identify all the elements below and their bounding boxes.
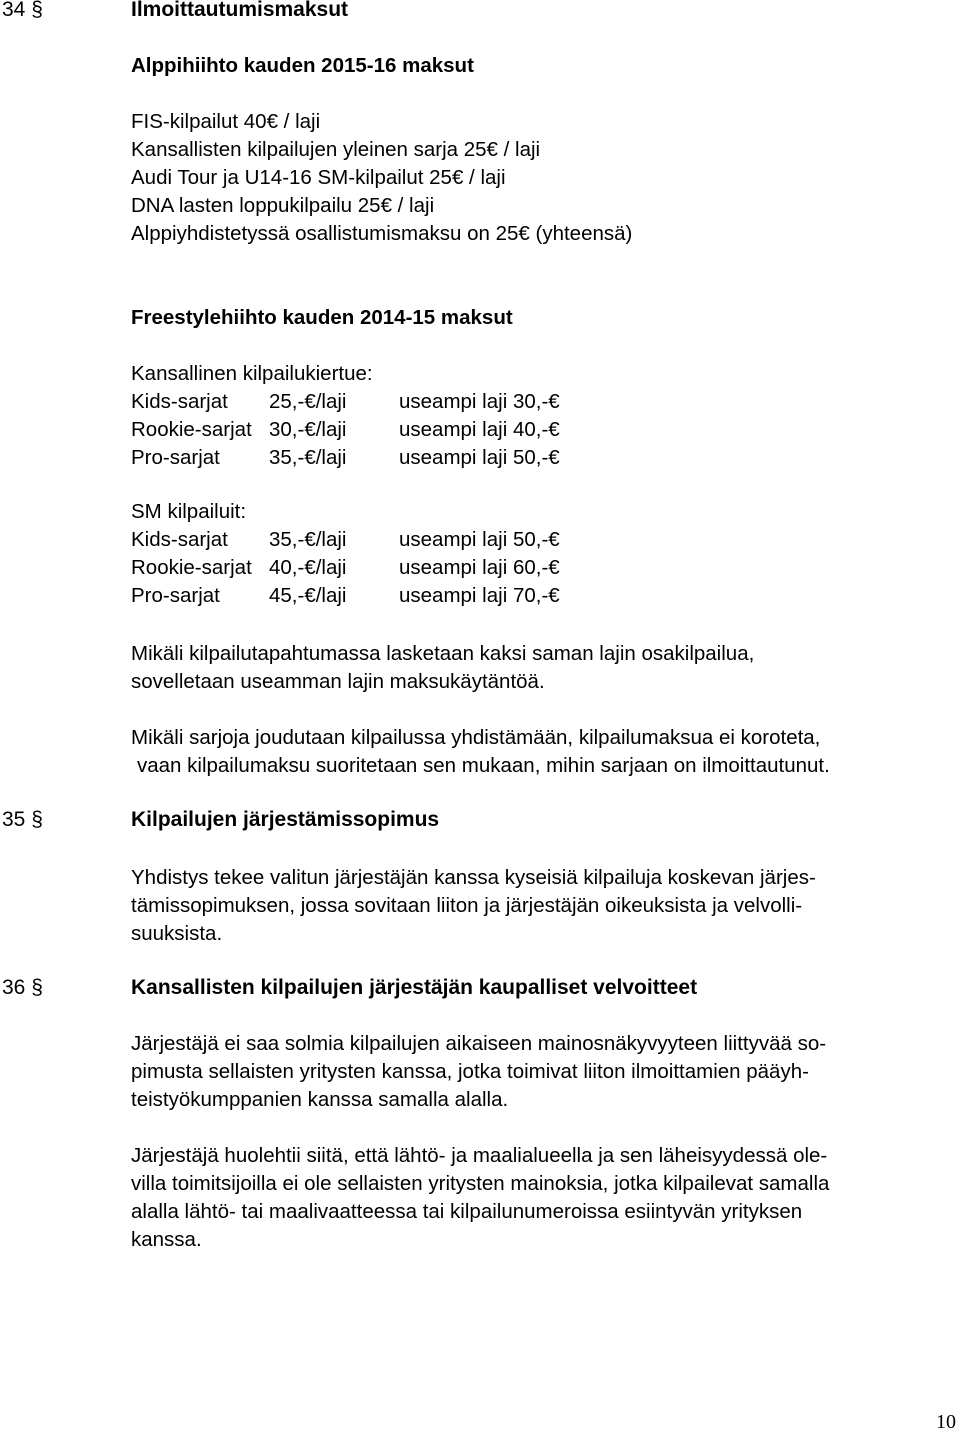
national-tour-fees [131,360,960,472]
freestyle-heading: Freestylehiihto kauden 2014-15 maksut [131,306,513,329]
fee-amount: 25,-€/laji [269,390,347,413]
fee-amount: 35,-€/laji [269,446,347,469]
paragraph-line: Mikäli kilpailutapahtumassa lasketaan kaksi saman lajin osakilpailua, [131,642,755,665]
fee-series: Rookie-sarjat [131,556,252,579]
section-36-title: Kansallisten kilpailujen järjestäjän kaupalliset velvoitteet [131,976,698,999]
fee-amount: 30,-€/laji [269,418,347,441]
fee-multi: useampi laji 30,-€ [399,390,560,413]
page-number: 10 [936,1411,956,1433]
section-36-number: 36 § [2,976,43,999]
fee-row [131,444,960,472]
multi-event-note [131,640,960,696]
section-36-paragraph-2 [131,1142,960,1254]
fee-amount: 40,-€/laji [269,556,347,579]
alpine-fee-line: FIS-kilpailut 40€ / laji [131,110,321,133]
fee-row [131,526,960,554]
sm-label: SM kilpailuit: [131,500,247,523]
paragraph-line: Järjestäjä ei saa solmia kilpailujen aikaiseen mainosnäkyvyyteen liittyvää so- [131,1032,827,1055]
alpine-fee-line: Alppiyhdistetyssä osallistumismaksu on 25€ (yhteensä) [131,222,633,245]
section-34-number: 34 § [2,0,43,21]
alpine-fee-line: Kansallisten kilpailujen yleinen sarja 25€ / laji [131,138,541,161]
section-36-paragraph-1 [131,1030,960,1114]
paragraph-line: Mikäli sarjoja joudutaan kilpailussa yhdistämään, kilpailumaksua ei koroteta, [131,726,821,749]
paragraph-line: pimusta sellaisten yritysten kanssa, jotka toimivat liiton ilmoittamien pääyh- [131,1060,809,1083]
fee-row [131,416,960,444]
paragraph-line: kanssa. [131,1228,202,1251]
paragraph-line: tämissopimuksen, jossa sovitaan liiton ja järjestäjän oikeuksista ja velvolli- [131,894,803,917]
fee-multi: useampi laji 50,-€ [399,446,560,469]
paragraph-line: vaan kilpailumaksu suoritetaan sen mukaan, mihin sarjaan on ilmoittautunut. [137,754,830,777]
fee-series: Pro-sarjat [131,584,220,607]
fee-row [131,554,960,582]
fee-multi: useampi laji 70,-€ [399,584,560,607]
paragraph-line: Järjestäjä huolehtii siitä, että lähtö- ja maalialueella ja sen läheisyydessä ole- [131,1144,828,1167]
alpine-heading: Alppihiihto kauden 2015-16 maksut [131,54,474,77]
fee-multi: useampi laji 40,-€ [399,418,560,441]
paragraph-line: villa toimitsijoilla ei ole sellaisten yritysten mainoksia, jotka kilpailevat samalla [131,1172,830,1195]
sm-fees [131,498,960,610]
alpine-fees-block [131,52,960,80]
fee-row [131,388,960,416]
fee-series: Pro-sarjat [131,446,220,469]
paragraph-line: teistyökumppanien kanssa samalla alalla. [131,1088,509,1111]
fee-series: Rookie-sarjat [131,418,252,441]
paragraph-line: sovelletaan useamman lajin maksukäytäntöä. [131,670,545,693]
paragraph-line: suuksista. [131,922,223,945]
alpine-fee-line: Audi Tour ja U14-16 SM-kilpailut 25€ / laji [131,166,506,189]
fee-amount: 35,-€/laji [269,528,347,551]
alpine-fees-list [131,108,960,248]
section-35-number: 35 § [2,808,43,831]
fee-row [131,582,960,610]
fee-multi: useampi laji 60,-€ [399,556,560,579]
freestyle-heading-block [131,304,960,332]
section-34-title: Ilmoittautumismaksut [131,0,349,21]
national-tour-label: Kansallinen kilpailukiertue: [131,362,373,385]
merged-series-note [131,724,960,780]
paragraph-line: Yhdistys tekee valitun järjestäjän kanssa kyseisiä kilpailuja koskevan järjes- [131,866,816,889]
section-35-title: Kilpailujen järjestämissopimus [131,808,440,831]
fee-amount: 45,-€/laji [269,584,347,607]
fee-series: Kids-sarjat [131,390,228,413]
fee-series: Kids-sarjat [131,528,228,551]
fee-multi: useampi laji 50,-€ [399,528,560,551]
section-35-body [131,864,960,948]
paragraph-line: alalla lähtö- tai maalivaatteessa tai kilpailunumeroissa esiintyvän yrityksen [131,1200,803,1223]
alpine-fee-line: DNA lasten loppukilpailu 25€ / laji [131,194,435,217]
